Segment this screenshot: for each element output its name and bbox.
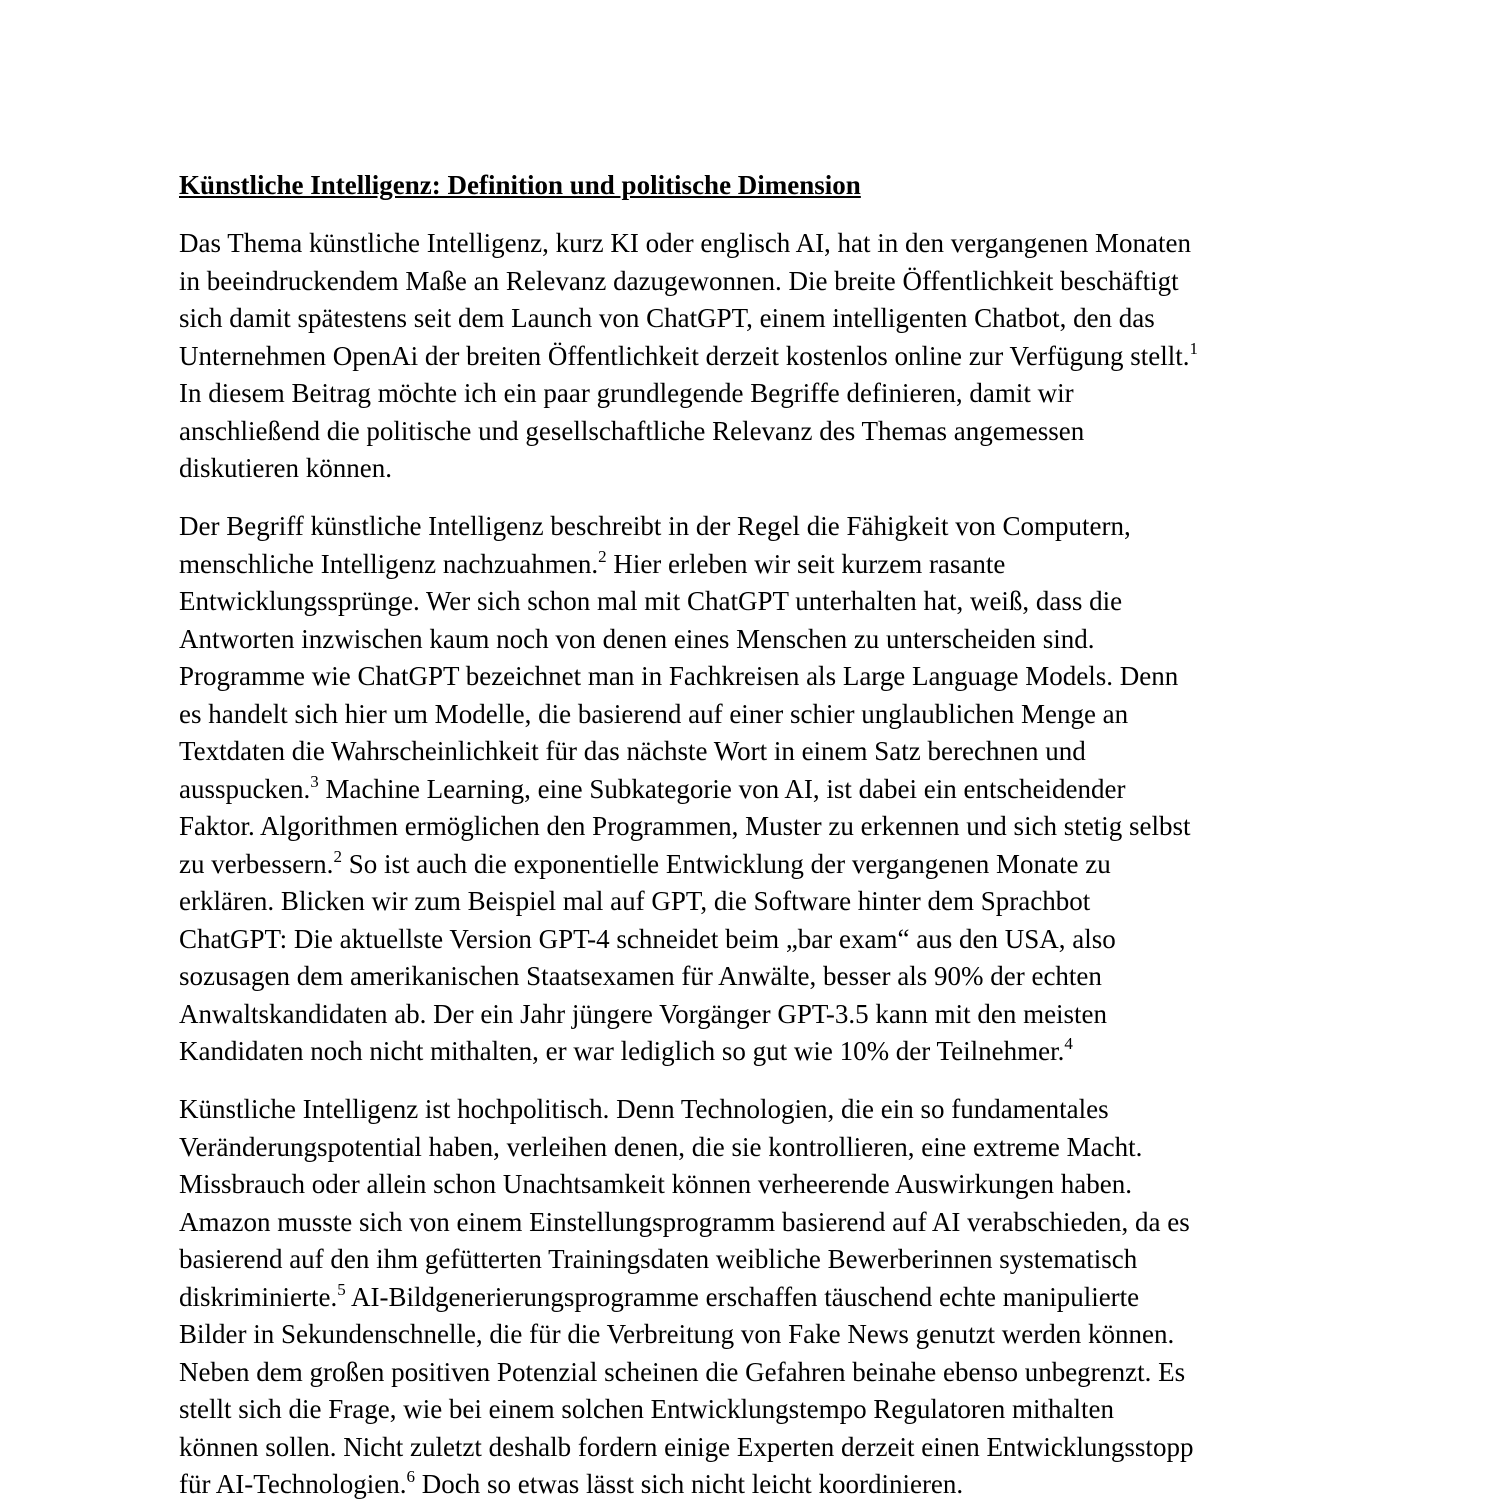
text-line [179,696,1379,734]
text-segment: können sollen. Nicht zuletzt deshalb fordern einige Experten derzeit einen Entwicklungsstopp [179,1431,1194,1462]
text-line [179,508,1379,546]
footnote-reference: 6 [406,1467,416,1486]
text-segment: anschließend die politische und gesellschaftliche Relevanz des Themas angemessen [179,415,1085,446]
text-line [179,733,1379,771]
text-segment: Neben dem großen positiven Potenzial scheinen die Gefahren beinahe ebenso unbegrenzt. Es [179,1356,1186,1387]
text-line [179,1129,1379,1167]
text-segment: es handelt sich hier um Modelle, die basierend auf einer schier unglaublichen Menge an [179,698,1129,729]
paragraph [179,1091,1379,1504]
text-line [179,375,1379,413]
text-segment: Doch so etwas lässt sich nicht leicht koordinieren. [415,1469,964,1499]
text-segment: sich damit spätestens seit dem Launch von ChatGPT, einem intelligenten Chatbot, den das [179,303,1155,333]
text-line [179,846,1379,884]
text-segment: Textdaten die Wahrscheinlichkeit für das nächste Wort in einem Satz berechnen und [179,736,1086,766]
text-line [179,921,1379,959]
text-line [179,1204,1379,1242]
text-segment: In diesem Beitrag möchte ich ein paar grundlegende Begriffe definieren, damit wir [179,378,1074,408]
text-segment: stellt sich die Frage, wie bei einem solchen Entwicklungstempo Regulatoren mithalten [179,1394,1115,1424]
text-segment: Antworten inzwischen kaum noch von denen eines Menschen zu unterscheiden sind. [179,623,1095,654]
footnote-reference: 5 [337,1279,346,1299]
text-line [179,1354,1379,1392]
document-page [179,167,1379,1504]
text-segment: diskriminierte. [179,1281,338,1312]
text-segment: Künstliche Intelligenz ist hochpolitisch. Denn Technologien, die ein so fundamentales [179,1094,1109,1124]
text-line [179,1316,1379,1354]
text-line [179,621,1379,659]
text-segment: diskutieren können. [179,453,392,483]
text-segment: in beeindruckendem Maße an Relevanz dazugewonnen. Die breite Öffentlichkeit beschäftigt [179,265,1179,296]
text-segment: Der Begriff künstliche Intelligenz beschreibt in der Regel die Fähigkeit von Computern, [179,511,1131,541]
text-line [179,1033,1379,1071]
text-line [179,958,1379,996]
footnote-reference: 2 [333,846,342,866]
text-line [179,583,1379,621]
document-body [179,225,1379,1504]
footnote-reference: 4 [1064,1034,1073,1053]
text-line [179,1166,1379,1204]
text-segment: sozusagen dem amerikanischen Staatsexamen für Anwälte, besser als 90% der echten [179,961,1102,991]
text-segment: Veränderungspotential haben, verleihen denen, die sie kontrollieren, eine extreme Macht. [179,1131,1143,1162]
text-line [179,808,1379,846]
text-line [179,1391,1379,1429]
text-segment: ChatGPT: Die aktuellste Version GPT-4 schneidet beim „bar exam“ aus den USA, also [179,923,1116,954]
text-segment: Kandidaten noch nicht mithalten, er war lediglich so gut wie 10% der Teilnehmer. [179,1036,1065,1066]
text-line [179,1429,1379,1467]
text-segment: Faktor. Algorithmen ermöglichen den Programmen, Muster zu erkennen und sich stetig selbst [179,811,1191,841]
paragraph [179,508,1379,1071]
text-line [179,883,1379,921]
document-title: Künstliche Intelligenz: Definition und politische Dimension [179,170,861,200]
text-segment: AI-Bildgenerierungsprogramme erschaffen täuschend echte manipulierte [345,1281,1140,1312]
text-line [179,263,1379,301]
text-line [179,338,1379,376]
footnote-reference: 1 [1189,338,1198,358]
text-segment: Hier erleben wir seit kurzem rasante [606,548,1006,579]
footnote-reference: 3 [310,771,319,791]
text-line [179,413,1379,451]
text-line [179,225,1379,263]
text-line [179,1466,1379,1504]
text-segment: ausspucken. [179,773,311,804]
text-line [179,450,1379,488]
text-segment: Entwicklungssprünge. Wer sich schon mal mit ChatGPT unterhalten hat, weiß, dass die [179,586,1123,616]
text-segment: menschliche Intelligenz nachzuahmen. [179,548,599,579]
text-segment: Anwaltskandidaten ab. Der ein Jahr jüngere Vorgänger GPT-3.5 kann mit den meisten [179,998,1108,1029]
text-segment: So ist auch die exponentielle Entwicklung der vergangenen Monate zu [341,848,1111,879]
paragraph [179,225,1379,488]
text-segment: für AI-Technologien. [179,1469,407,1499]
text-segment: Missbrauch oder allein schon Unachtsamkeit können verheerende Auswirkungen haben. [179,1169,1132,1199]
footnote-reference: 2 [598,546,607,566]
text-segment: Unternehmen OpenAi der breiten Öffentlichkeit derzeit kostenlos online zur Verfügung stellt. [179,340,1190,371]
text-line [179,996,1379,1034]
text-line [179,1091,1379,1129]
text-line [179,1279,1379,1317]
text-segment: zu verbessern. [179,848,334,879]
text-segment: Bilder in Sekundenschnelle, die für die Verbreitung von Fake News genutzt werden können. [179,1319,1175,1349]
text-line [179,658,1379,696]
text-line [179,771,1379,809]
text-segment: Amazon musste sich von einem Einstellungsprogramm basierend auf AI verabschieden, da es [179,1206,1190,1237]
text-segment: Programme wie ChatGPT bezeichnet man in Fachkreisen als Large Language Models. Denn [179,661,1179,691]
text-segment: Machine Learning, eine Subkategorie von AI, ist dabei ein entscheidender [318,773,1126,804]
text-line [179,300,1379,338]
text-segment: erklären. Blicken wir zum Beispiel mal auf GPT, die Software hinter dem Sprachbot [179,886,1091,916]
text-line [179,546,1379,584]
text-segment: Das Thema künstliche Intelligenz, kurz KI oder englisch AI, hat in den vergangenen Monaten [179,228,1191,258]
text-line [179,1241,1379,1279]
text-segment: basierend auf den ihm gefütterten Trainingsdaten weibliche Bewerberinnen systematisch [179,1244,1138,1274]
